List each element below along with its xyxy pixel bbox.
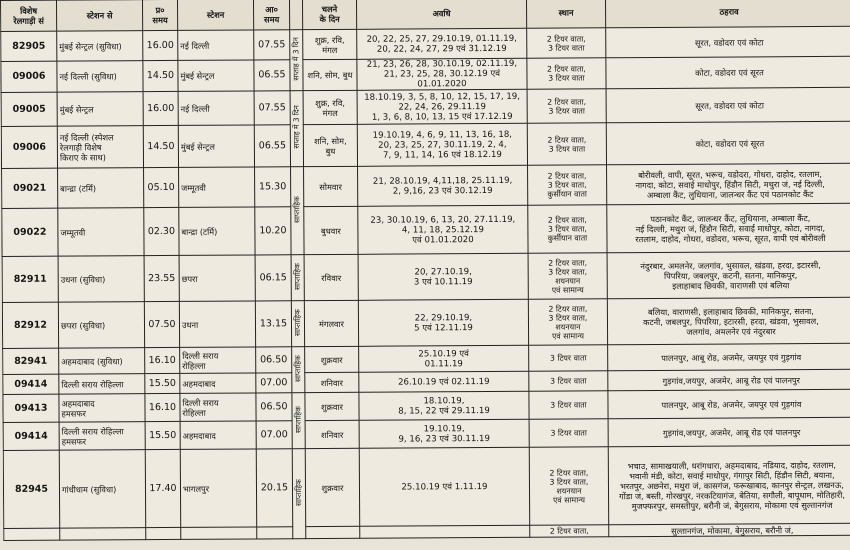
to-station: उधना [179,301,255,347]
to-station [181,527,257,539]
period: 19.10.19, 9, 16, 23 एवं 30.11.19 [359,419,529,448]
run-days: मंगलवार [304,300,358,346]
to-station: दिल्ली सराय रोहिल्ला [180,347,256,373]
from-station: मुंबई सेन्ट्रल (सुविधा) [57,31,143,62]
train-number [4,528,60,540]
departure-time: 02.30 [144,207,179,255]
period: 25.10.19 एवं 1.11.19 [359,447,529,526]
period: 19.10.19, 4, 6, 9, 11, 13, 16, 18, 20, 23, 25, 27, 30.11.19, 2, 4, 7, 9, 11, 14, 16 एवं 18.12.19 [357,123,527,166]
to-station: जम्मूतवी [179,167,255,207]
arrival-time: 07.55 [254,30,290,60]
arrival-time: 06.55 [254,125,290,167]
train-number: 82905 [1,31,57,61]
run-days: शनि, सोम, बुध [303,59,357,90]
departure-time: 16.10 [145,347,180,373]
halts: कोटा, वडोदरा एवं सूरत [606,56,850,89]
from-station: गांधीधाम (सुविधा) [59,450,145,529]
halts: कोटा, वडोदरा एवं सूरत [606,121,850,165]
to-station: अहमदाबाद [180,421,256,449]
halts: पालनपुर, आबू रोड, अजमेर, जयपुर एवं गुड़गांव [608,389,850,419]
header-halts: ठहराव [605,0,850,28]
coach-class: 3 टियर वाता [529,345,608,371]
to-station: अहमदाबाद [180,373,256,393]
frequency-label: साप्ताहिक [291,167,305,255]
train-number: 09005 [1,92,57,126]
from-station: छपरा (सुविधा) [58,302,144,349]
table-row [2,163,850,208]
coach-class: 2 टियर वाता, [530,525,609,537]
from-station: बान्द्रा (टर्मि) [58,168,144,209]
header-run-days: चलने के दिन [302,0,356,30]
period: 18.10.19, 8, 15, 22 एवं 29.11.19 [359,391,529,420]
run-days: शुक्र, रवि, मंगल [303,29,357,59]
arrival-time [257,527,293,539]
train-number: 82945 [3,450,59,528]
run-days [306,526,360,538]
departure-time: 07.50 [144,301,179,347]
frequency-label: साप्ताहिक [291,301,304,347]
halts: पालनपुर, आबू रोड, अजमेर, जयपुर एवं गुड़गांव [608,343,850,371]
halts: गुड़गांव,जयपुर, अजमेर, आबू रोड एवं पालनपुर [608,369,850,391]
period [360,525,530,538]
train-number: 82941 [3,348,59,374]
run-days: शुक्र, रवि, मंगल [303,90,357,124]
coach-class: 2 टियर वाता, 3 टियर वाता, शयनयान एवं सामान्य [529,447,608,525]
period: 21, 23, 26, 28, 30.10.19, 02.11.19, 21, 23, 25, 28, 30.12.19 एवं 01.01.2020 [357,58,527,90]
to-station: बान्द्रा (टर्मि) [179,207,255,255]
halts: भचाउ, सामाखयाली, धरांगधारा, अहमदाबाद, नडियाद, दाहोद, रतलाम, भवानी मंडी, कोटा, सवाई माधोपुर, गंगापुर सिटी, हिंडौन सिटी, बयाना, भरतपुर, अछनेरा, मथुरा जं, कासगंज, फरूखाबाद, कानपुर सेन्ट्रल, लखनऊ, गोंडा जं, बस्ती, गोरखपुर, नरकटियागंज, बेतिया, सगौली, बापूधाम, मोतिहारी, मुजफ्फरपुर, समस्तीपुर, बरौनी जं, बेगुसराय, मोकामा एवं सुल्तानगंज [608,445,850,525]
to-station: भागलपुर [180,449,256,527]
period: 22, 29.10.19, 5 एवं 12.11.19 [358,299,528,346]
departure-time: 16.10 [145,393,180,421]
table-row [1,56,850,92]
period: 21, 28.10.19, 4,11,18, 25.11.19, 2, 9,16, 23 एवं 30.12.19 [358,165,528,206]
header-period: अवधि [356,0,526,29]
from-station: नई दिल्ली (सुविधा) [57,61,143,93]
train-number: 82911 [2,256,58,302]
run-days: शुक्रवार [305,346,359,372]
departure-time [146,527,181,539]
arrival-time: 15.30 [255,167,291,207]
coach-class: 2 टियर वाता, 3 टियर वाता, शयनयान एवं सामान्य [528,253,607,299]
frequency-label: साप्ताहिक [292,449,306,539]
period: 18.10.19, 3, 5, 8, 10, 12, 15, 17, 19, 22, 24, 26, 29.11.19 1, 3, 6, 8, 10, 13, 15 एवं 17.12.19 [357,89,527,124]
frequency-label: सप्ताह में 3 दिन [290,91,303,167]
halts: सुल्तानगंज, मोकामा, बेगुसराय, बरौनी जं, [609,523,850,537]
arrival-time: 06.15 [255,255,291,301]
from-station: उधना (सुविधा) [58,256,144,303]
coach-class: 3 टियर वाता [529,419,608,447]
arrival-time: 07.00 [256,421,292,449]
halts: बलिया, वाराणसी, इलाहाबाद छिवकी, मानिकपुर, सतना, कटनी, जबलपुर, पिपरिया, इटारसी, हरदा, खंडवा, भुसावल, जलगांव, अमलनेर एवं नंदुरबार [607,297,850,345]
run-days: शनिवार [305,372,359,392]
coach-class: 3 टियर वाता [529,371,608,391]
header-departure-time: प्र० समय [143,0,178,31]
departure-time: 14.50 [143,60,178,91]
from-station: जम्मूतवी [58,208,144,257]
coach-class: 2 टियर वाता, 3 टियर वाता, कुर्सीयान वाता [528,205,607,253]
from-station: मुंबई सेन्ट्रल [57,92,143,127]
run-days: शनि, सोम, बुध [303,124,357,166]
table-row [2,251,850,302]
header-frequency [289,0,302,30]
train-number: 09006 [1,126,57,168]
coach-class: 2 टियर वाता, 3 टियर वाता, शयनयान एवं सामान्य [528,299,607,345]
departure-time: 15.50 [145,421,180,449]
run-days: शनिवार [305,420,359,448]
run-days: शुक्रवार [305,392,359,420]
train-number: 09414 [3,374,59,394]
from-station: अहमदाबाद हमसफर [59,394,145,423]
halts: सूरत, वडोदरा एवं कोटा [606,87,850,123]
departure-time: 14.50 [143,125,178,167]
halts: नंदुरबार, अमलनेर, जलगांव, भुसावल, खंडवा, हरदा, इटारसी, पिपरिया, जबलपुर, कटनी, सतना, मानिकपुर, इलाहाबाद छिवकी, वाराणसी एवं बलिया [607,251,850,299]
table-row [1,121,850,168]
table-row [2,203,850,256]
run-days: बुधवार [304,206,358,254]
frequency-label: सप्ताह में 3 दिन [290,30,303,91]
arrival-time: 07.55 [254,91,290,125]
to-station: छपरा [179,255,255,301]
arrival-time: 13.15 [255,301,291,347]
arrival-time: 06.55 [254,60,290,91]
train-number: 09021 [2,168,58,208]
from-station: अहमदाबाद (सुविधा) [59,348,145,375]
from-station: दिल्ली सराय रोहिल्ला हमसफर [59,422,145,451]
to-station: दिल्ली सराय रोहिल्ला [180,393,256,421]
arrival-time: 07.00 [256,373,292,393]
period: 26.10.19 एवं 02.11.19 [359,371,529,392]
from-station: दिल्ली सराय रोहिल्ला [59,374,145,395]
coach-class: 2 टियर वाता, 3 टियर वाता [527,28,606,58]
arrival-time: 10.20 [255,207,291,255]
coach-class: 2 टियर वाता, 3 टियर वाता, कुर्सीयान वाता [528,165,607,205]
coach-class: 2 टियर वाता, 3 टियर वाता [527,89,606,123]
arrival-time: 06.50 [256,347,292,373]
to-station: मुंबई सेन्ट्रल [178,60,254,91]
departure-time: 16.00 [143,30,178,60]
to-station: मुंबई सेन्ट्रल [178,125,254,167]
departure-time: 23.55 [144,255,179,301]
train-number: 09022 [2,208,58,256]
train-number: 82912 [2,302,58,348]
from-station: नई दिल्ली (स्पेशल रेलगाड़ी विशेष किराए के साथ) [57,126,143,169]
run-days: सोमवार [304,166,358,206]
table-row [2,297,850,348]
header-to-station: स्टेशन [177,0,253,30]
arrival-time: 20.15 [256,449,292,527]
coach-class: 2 टियर वाता, 3 टियर वाता [527,58,606,89]
period: 25.10.19 एवं 01.11.19 [359,345,529,372]
run-days: शुक्रवार [305,448,359,526]
period: 20, 22, 25, 27, 29.10.19, 01.11.19, 20, 22, 24, 27, 29 एवं 31.12.19 [357,28,527,59]
halts: बोरीवली, वापी, सूरत, भरूच, वडोदरा, गोधरा, दाहोद, रतलाम, नागदा, कोटा, सवाई माधोपुर, हिंडौन सिटी, मथुरा जं, नई दिल्ली, अम्बाला कैंट, लुधियाना, जालन्धर कैंट एवं पठानकोट कैंट [607,163,850,205]
departure-time: 17.40 [145,449,180,527]
departure-time: 16.00 [143,91,178,125]
from-station [60,528,146,541]
header-arrival-time: आ० समय [253,0,289,30]
departure-time: 05.10 [144,167,179,207]
frequency-label: साप्ताहिक [291,255,304,301]
table-row [1,87,850,126]
header-train-no: विशेष रेलगाड़ी सं [1,0,57,31]
train-number: 09006 [1,61,57,92]
header-from-station: स्टेशन से [57,0,143,31]
header-coach-class: स्थान [526,0,605,28]
arrival-time: 06.50 [256,393,292,421]
train-number: 09414 [3,422,59,450]
run-days: रविवार [304,254,358,300]
to-station: नई दिल्ली [178,30,254,60]
halts: सूरत, वडोदरा एवं कोटा [606,26,850,58]
departure-time: 15.50 [145,373,180,393]
coach-class: 3 टियर वाता [529,391,608,419]
frequency-label: साप्ताहिक [292,347,305,393]
coach-class: 2 टियर वाता, 3 टियर वाता [527,123,606,165]
table-row [3,445,850,528]
halts: पठानकोट कैंट, जालन्धर कैंट, लुधियाना, अम्बाला कैंट, नई दिल्ली, मथुरा जं, हिंडौन सिटी, सवाई माधोपुर, कोटा, नागदा, रतलाम, दाहोद, गोधरा, वडोदरा, भरूच, सूरत, वापी एवं बोरीवली [607,203,850,253]
period: 20, 27.10.19, 3 एवं 10.11.19 [358,253,528,300]
to-station: नई दिल्ली [178,91,254,125]
period: 23, 30.10.19, 6, 13, 20, 27.11.19, 4, 11, 18, 25.12.19 एवं 01.01.2020 [358,205,528,254]
halts: गुड़गांव,जयपुर, अजमेर, आबू रोड एवं पालनपुर [608,417,850,447]
frequency-label: साप्ताहिक [292,393,305,449]
train-number: 09413 [3,394,59,422]
